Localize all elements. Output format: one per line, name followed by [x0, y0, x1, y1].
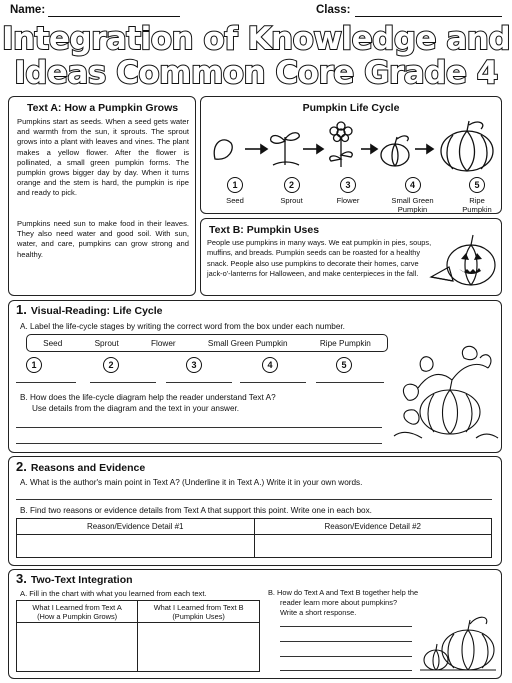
answer-line[interactable] [280, 641, 412, 642]
word-bank [26, 334, 388, 352]
stage-3 [328, 177, 368, 214]
text-a-box [8, 96, 196, 296]
chart-col-1-subtitle: (How a Pumpkin Grows) [37, 611, 118, 621]
word-bank-item: Flower [151, 338, 176, 348]
answer-line[interactable] [16, 427, 382, 428]
stage-label: Flower [336, 196, 360, 205]
evidence-cell-1[interactable] [17, 535, 255, 558]
flower-icon [330, 122, 353, 167]
title-line-1: Integration of Knowledge and [1, 21, 511, 57]
small-pumpkin-icon [381, 136, 409, 166]
pumpkins-illustration [416, 604, 500, 674]
learning-chart [16, 600, 260, 672]
evidence-table [16, 518, 492, 558]
evidence-cell-2[interactable] [254, 535, 492, 558]
question-2a: A. What is the author's main point in Text A? (Underline it in Text A.) Write it in your own words. [20, 478, 363, 487]
stage-label: Sprout [280, 196, 303, 205]
section-title: Visual-Reading: Life Cycle [30, 305, 163, 317]
stage-number: 5 [469, 177, 485, 193]
question-3b-line-3: Write a short response. [280, 608, 357, 617]
text-b-title: Text B: Pumpkin Uses [209, 224, 320, 236]
text-b-box [200, 218, 502, 296]
text-a-title: Text A: How a Pumpkin Grows [27, 102, 179, 114]
stage-2 [272, 177, 312, 214]
section-3-heading [16, 571, 133, 586]
text-a-paragraph-2: Pumpkins need sun to make food in their leaves. They also need water and good soil. With sun, water, and care, pumpkins can grow strong and healthy. [17, 219, 189, 259]
word-bank-item: Small Green Pumpkin [207, 338, 288, 348]
stage-label: Small Green Pumpkin [391, 196, 434, 214]
name-field[interactable] [48, 16, 180, 17]
stage-1 [215, 177, 255, 214]
seed-icon [214, 140, 232, 159]
life-cycle-diagram [201, 115, 501, 175]
question-3b [268, 588, 418, 618]
label-number-3: 3 [186, 357, 202, 373]
jack-o-lantern-icon [429, 225, 499, 291]
chart-cell-text-a[interactable] [17, 623, 138, 672]
chart-col-1-title: What I Learned from Text A [32, 602, 122, 612]
section-number: 1. [16, 302, 27, 317]
question-3b-line-1: B. How do Text A and Text B together help the [268, 588, 419, 597]
question-3a: A. Fill in the chart with what you learned from each text. [20, 589, 207, 598]
stage-number: 3 [340, 177, 356, 193]
answer-line-stage-3[interactable] [166, 382, 232, 383]
class-field[interactable] [355, 16, 502, 17]
section-title: Reasons and Evidence [30, 462, 146, 474]
word-bank-item: Seed [43, 338, 63, 348]
title-line-2: Ideas Common Core Grade 4 [14, 55, 498, 91]
evidence-col-1-header: Reason/Evidence Detail #1 [17, 519, 255, 535]
chart-col-2-subtitle: (Pumpkin Uses) [172, 611, 225, 621]
text-b-body: People use pumpkins in many ways. We eat pumpkin in pies, soups, muffins, and breads. Pumpkin seeds can be roasted for a healthy snack. People also use pumpkins to decorate their homes, carve jack-o'-lanterns for Halloween, and make centerpieces in the fall. [207, 238, 432, 279]
word-bank-item: Sprout [94, 338, 119, 348]
answer-line[interactable] [16, 499, 492, 500]
answer-line[interactable] [280, 670, 412, 671]
answer-line-stage-1[interactable] [16, 382, 76, 383]
answer-line[interactable] [280, 626, 412, 627]
stage-5 [457, 177, 497, 214]
question-1b: B. How does the life-cycle diagram help the reader understand Text A? [20, 393, 276, 402]
name-label: Name: [10, 4, 46, 16]
answer-line-stage-2[interactable] [90, 382, 156, 383]
ripe-pumpkin-icon [441, 121, 493, 171]
label-number-1: 1 [26, 357, 42, 373]
answer-line[interactable] [280, 656, 412, 657]
section-2-heading [16, 459, 145, 474]
chart-col-2-header [138, 601, 260, 623]
answer-line-stage-5[interactable] [316, 382, 384, 383]
text-a-paragraph-1: Pumpkins start as seeds. When a seed gets water and warmth from the sun, it sprouts. The sprout grows into a plant with leaves and vines. The plant makes a yellow flower. After the flower is pollinated, a small green pumpkin forms. The pumpkin grows bigger day by day. When it turns orange and the stem is hard, the pumpkin is ripe and ready to pick. [17, 117, 189, 198]
label-number-5: 5 [336, 357, 352, 373]
class-label: Class: [316, 4, 351, 16]
life-cycle-title: Pumpkin Life Cycle [302, 102, 400, 114]
arrow-icon [245, 145, 433, 153]
life-cycle-labels [215, 177, 497, 214]
answer-line-stage-4[interactable] [240, 382, 306, 383]
section-number: 2. [16, 459, 27, 474]
stage-number: 2 [284, 177, 300, 193]
question-2b: B. Find two reasons or evidence details from Text A that support this point. Write one in each box. [20, 506, 372, 515]
question-3b-line-2: reader learn more about pumpkins? [280, 598, 398, 607]
label-number-2: 2 [103, 357, 119, 373]
section-title: Two-Text Integration [30, 574, 133, 586]
section-number: 3. [16, 571, 27, 586]
stage-4 [385, 177, 441, 214]
student-header [10, 4, 502, 20]
chart-cell-text-b[interactable] [138, 623, 260, 672]
sprout-icon [271, 133, 300, 165]
stage-number: 1 [227, 177, 243, 193]
stage-label: Seed [226, 196, 244, 205]
section-1-heading [16, 302, 163, 317]
page-title [0, 22, 512, 90]
stage-label: Ripe Pumpkin [462, 196, 492, 214]
question-1b-line-2: Use details from the diagram and the text in your answer. [32, 404, 240, 413]
question-1a: A. Label the life-cycle stages by writing the correct word from the box under each number. [20, 322, 345, 331]
pumpkin-vine-illustration [392, 340, 500, 448]
stage-number: 4 [405, 177, 421, 193]
word-bank-item: Ripe Pumpkin [319, 338, 371, 348]
answer-line[interactable] [16, 443, 382, 444]
chart-col-2-title: What I Learned from Text B [153, 602, 244, 612]
life-cycle-box [200, 96, 502, 214]
chart-col-1-header [17, 601, 138, 623]
evidence-col-2-header: Reason/Evidence Detail #2 [254, 519, 492, 535]
label-number-4: 4 [262, 357, 278, 373]
